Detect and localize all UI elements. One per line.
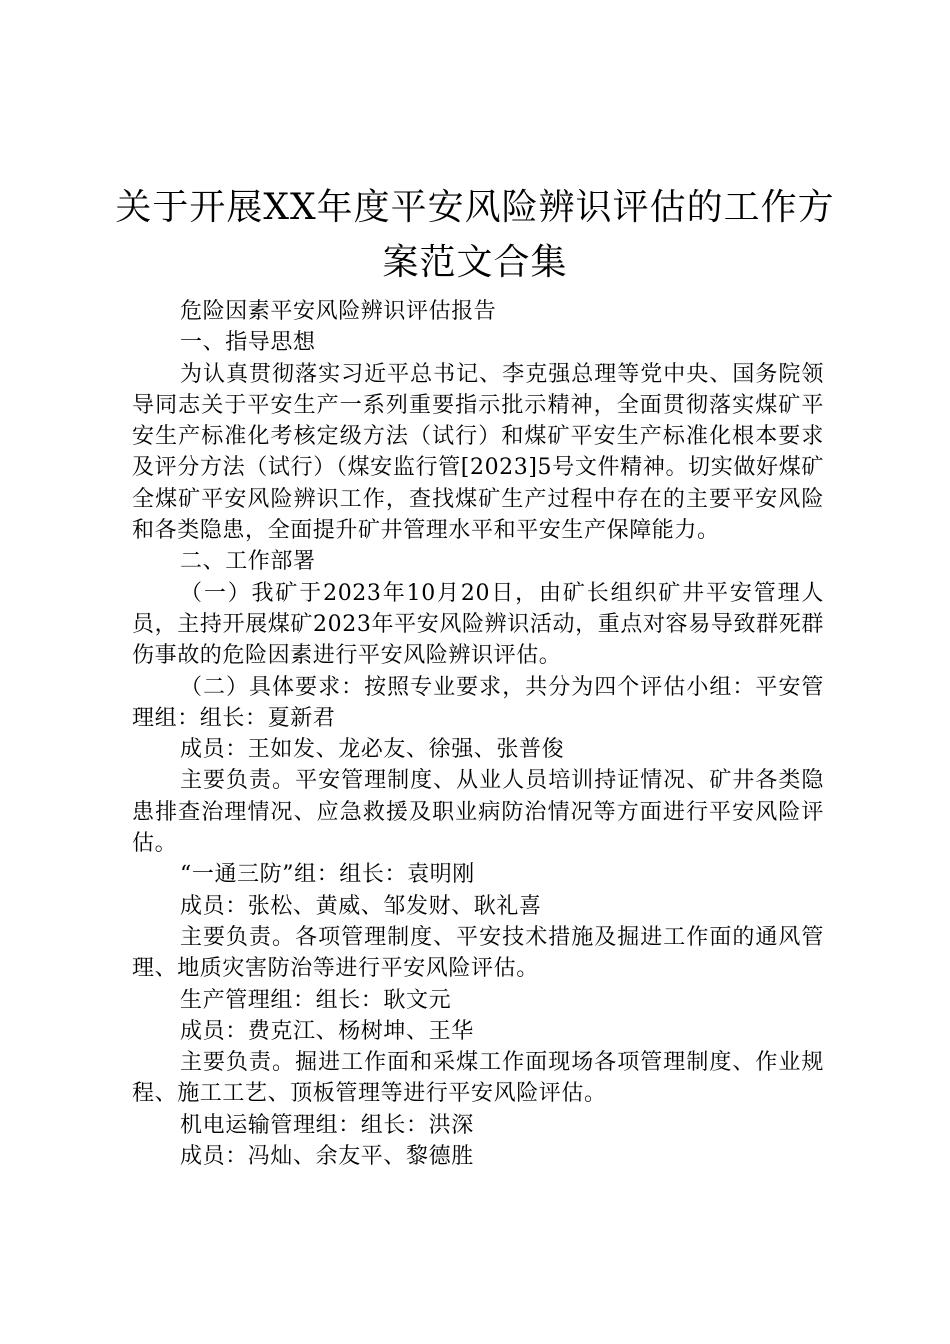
paragraph-guiding-thought: 为认真贯彻落实习近平总书记、李克强总理等党中央、国务院领导同志关于平安生产一系列重要指示批示精神，全面贯彻落实煤矿平安生产标准化考核定级方法（试行）和煤矿平安生产标准化根本要求及评分方法（试行）（煤安监行管[2023]5号文件精神。切实做好煤矿全煤矿平安风险辨识工作，查找煤矿生产过程中存在的主要平安风险和各类隐患，全面提升矿井管理水平和平安生产保障能力。 [132,361,824,544]
paragraph-deployment-item-1: （一）我矿于2023年10月20日，由矿长组织矿井平安管理人员，主持开展煤矿2023年平安风险辨识活动，重点对容易导致群死群伤事故的危险因素进行平安风险辨识评估。 [132,580,824,669]
section-heading-work-deployment: 二、工作部署 [180,549,316,575]
paragraph-safety-group-duties: 主要负责。平安管理制度、从业人员培训持证情况、矿井各类隐患排查治理情况、应急救援及职业病防治情况等方面进行平安风险评估。 [132,768,824,857]
paragraph-safety-group-members: 成员：王如发、龙必友、徐强、张普俊 [180,737,565,763]
document-title-line-2: 案范文合集 [382,242,568,283]
paragraph-ventilation-group-duties: 主要负责。各项管理制度、平安技术措施及掘进工作面的通风管理、地质灾害防治等进行平安风险评估。 [132,924,824,982]
paragraph-electromech-group-leader: 机电运输管理组：组长：洪深 [180,1112,474,1138]
paragraph-production-group-members: 成员：费克江、杨树坤、王华 [180,1018,474,1044]
paragraph-ventilation-group-members: 成员：张松、黄威、邹发财、耿礼喜 [180,893,542,919]
report-heading: 危险因素平安风险辨识评估报告 [180,299,497,324]
section-heading-guiding-thought: 一、指导思想 [180,330,316,356]
paragraph-production-group-leader: 生产管理组：组长：耿文元 [180,987,452,1013]
paragraph-production-group-duties: 主要负责。掘进工作面和采煤工作面现场各项管理制度、作业规程、施工工艺、顶板管理等进行平安风险评估。 [132,1050,824,1107]
document-title-line-1: 关于开展XX年度平安风险辨识评估的工作方 [115,187,835,228]
paragraph-electromech-group-members: 成员：冯灿、余友平、黎德胜 [180,1144,474,1170]
paragraph-deployment-item-2: （二）具体要求：按照专业要求，共分为四个评估小组：平安管理组：组长：夏新君 [132,674,824,731]
paragraph-ventilation-group-leader: “一通三防”组：组长：袁明刚 [180,862,475,888]
document-body [132,296,824,1172]
